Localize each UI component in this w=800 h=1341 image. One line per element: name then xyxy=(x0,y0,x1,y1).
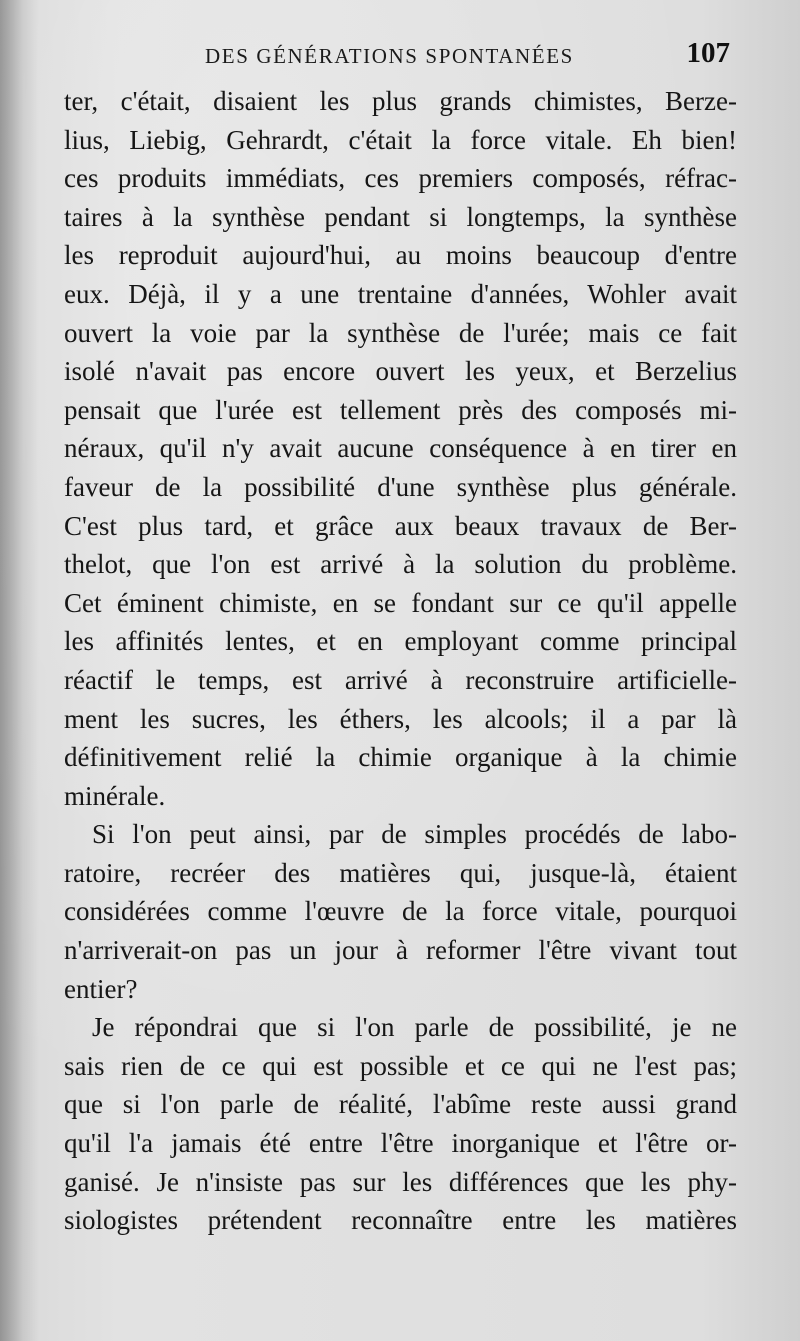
text-line: Si l'on peut ainsi, par de simples procédés de labo- xyxy=(92,819,737,850)
text-line: qu'il l'a jamais été entre l'être inorganique et l'être or- xyxy=(64,1128,737,1159)
page-header xyxy=(60,38,740,74)
running-title: DES GÉNÉRATIONS SPONTANÉES xyxy=(205,44,574,68)
text-line: ouvert la voie par la synthèse de l'urée; mais ce fait xyxy=(64,317,737,348)
text-line: ces produits immédiats, ces premiers composés, réfrac- xyxy=(64,163,737,194)
text-line: réactif le temps, est arrivé à reconstruire artificielle- xyxy=(64,664,737,695)
text-line: thelot, que l'on est arrivé à la solution du problème. xyxy=(64,549,737,580)
text-line: Cet éminent chimiste, en se fondant sur ce qu'il appelle xyxy=(64,587,737,618)
text-line: ter, c'était, disaient les plus grands chimistes, Berze- xyxy=(64,86,737,116)
text-line: ganisé. Je n'insiste pas sur les différences que les phy- xyxy=(64,1166,737,1197)
text-line: eux. Déjà, il y a une trentaine d'années, Wohler avait xyxy=(64,278,737,309)
text-line: entier? xyxy=(64,973,138,1004)
text-line: siologistes prétendent reconnaître entre les matières xyxy=(64,1205,737,1236)
page-number: 107 xyxy=(686,37,730,69)
body-text xyxy=(64,82,737,1240)
text-line: néraux, qu'il n'y avait aucune conséquence à en tirer en xyxy=(64,433,737,464)
text-line: que si l'on parle de réalité, l'abîme reste aussi grand xyxy=(64,1089,737,1120)
text-line: ment les sucres, les éthers, les alcools; il a par là xyxy=(64,703,737,734)
text-line: les reproduit aujourd'hui, au moins beaucoup d'entre xyxy=(64,240,737,271)
text-line: n'arriverait-on pas un jour à reformer l'être vivant tout xyxy=(64,935,737,966)
text-line: les affinités lentes, et en employant comme principal xyxy=(64,626,737,657)
text-line: considérées comme l'œuvre de la force vitale, pourquoi xyxy=(64,896,737,927)
text-line: taires à la synthèse pendant si longtemps, la synthèse xyxy=(64,201,737,232)
text-line: isolé n'avait pas encore ouvert les yeux, et Berzelius xyxy=(64,356,737,387)
text-line: minérale. xyxy=(64,780,166,811)
text-line: définitivement relié la chimie organique à la chimie xyxy=(64,742,737,773)
text-line: Je répondrai que si l'on parle de possibilité, je ne xyxy=(92,1012,737,1043)
text-line: faveur de la possibilité d'une synthèse plus générale. xyxy=(64,471,737,502)
text-line: pensait que l'urée est tellement près des composés mi- xyxy=(64,394,737,425)
text-line: lius, Liebig, Gehrardt, c'était la force vitale. Eh bien! xyxy=(64,124,737,155)
text-line: ratoire, recréer des matières qui, jusque-là, étaient xyxy=(64,857,737,888)
page-gutter-shadow xyxy=(0,0,38,1341)
text-line: sais rien de ce qui est possible et ce qui ne l'est pas; xyxy=(64,1050,737,1081)
text-line: C'est plus tard, et grâce aux beaux travaux de Ber- xyxy=(64,510,737,541)
